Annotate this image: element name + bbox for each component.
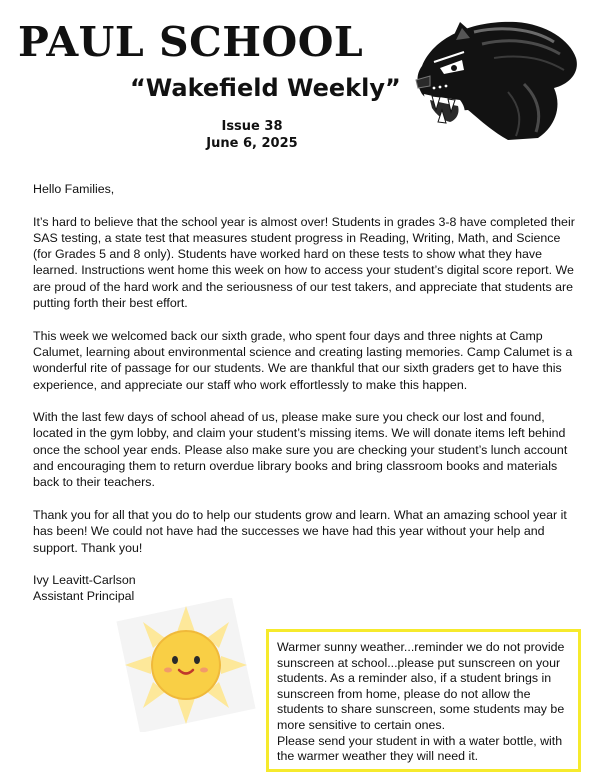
school-name: PAUL SCHOOL xyxy=(18,18,364,66)
newsletter-name: “Wakefield Weekly” xyxy=(130,74,401,102)
issue-info xyxy=(200,118,304,152)
sunscreen-notice xyxy=(266,629,581,772)
signature-title: Assistant Principal xyxy=(33,589,135,604)
panther-head-icon xyxy=(404,14,580,140)
notice-text-water-bottle: Please send your student in with a water bottle, with the warmer weather they will need it. xyxy=(277,733,563,764)
issue-date: June 6, 2025 xyxy=(206,136,298,151)
letter-body xyxy=(33,181,578,605)
notice-text: Warmer sunny weather...reminder we do not provide sunscreen at school...please put sunscreen on your students. As a reminder also, if a student brings in sunscreen from home, please do not allow the students to share sunscreen, some students may be more sensitive to certain ones. xyxy=(277,640,565,732)
smiling-sun-icon xyxy=(113,598,259,732)
letter-paragraph: This week we welcomed back our sixth grade, who spent four days and three nights at Camp Calumet, learning about environmental science and creating lasting memories. Camp Calumet is a wonderful rite of passage for our students. We are thankful that our sixth graders get to have this experience, and appreciate our staff who work effortlessly to make this happen. xyxy=(33,328,573,392)
letter-paragraph: With the last few days of school ahead of us, please make sure you check our lost and found, located in the gym lobby, and claim your student’s missing items. We will donate items left behind once the school year ends. Please also make sure you are checking your student’s lunch account and encouraging them to return overdue library books and bring classroom books and materials back to their teachers. xyxy=(33,410,568,490)
letter-greeting: Hello Families, xyxy=(33,182,115,196)
letter-paragraph: Thank you for all that you do to help our students grow and learn. What an amazing school year it has been! We could not have had the successes we have had this year without your help and support. Thank you! xyxy=(33,507,567,555)
signature-name: Ivy Leavitt-Carlson xyxy=(33,573,136,588)
letter-paragraph: It’s hard to believe that the school year is almost over! Students in grades 3-8 have completed their SAS testing, a state test that measures student progress in Reading, Writing, Math, and Science (for Grades 5 and 8 only). Students have worked hard on these tests to show what they have learned. Instructions went home this week on how to access your student’s digital score report. We are proud of the hard work and the seriousness of our test takers, and appreciate that students are putting forth their best effort. xyxy=(33,214,575,311)
issue-number: Issue 38 xyxy=(221,119,283,134)
